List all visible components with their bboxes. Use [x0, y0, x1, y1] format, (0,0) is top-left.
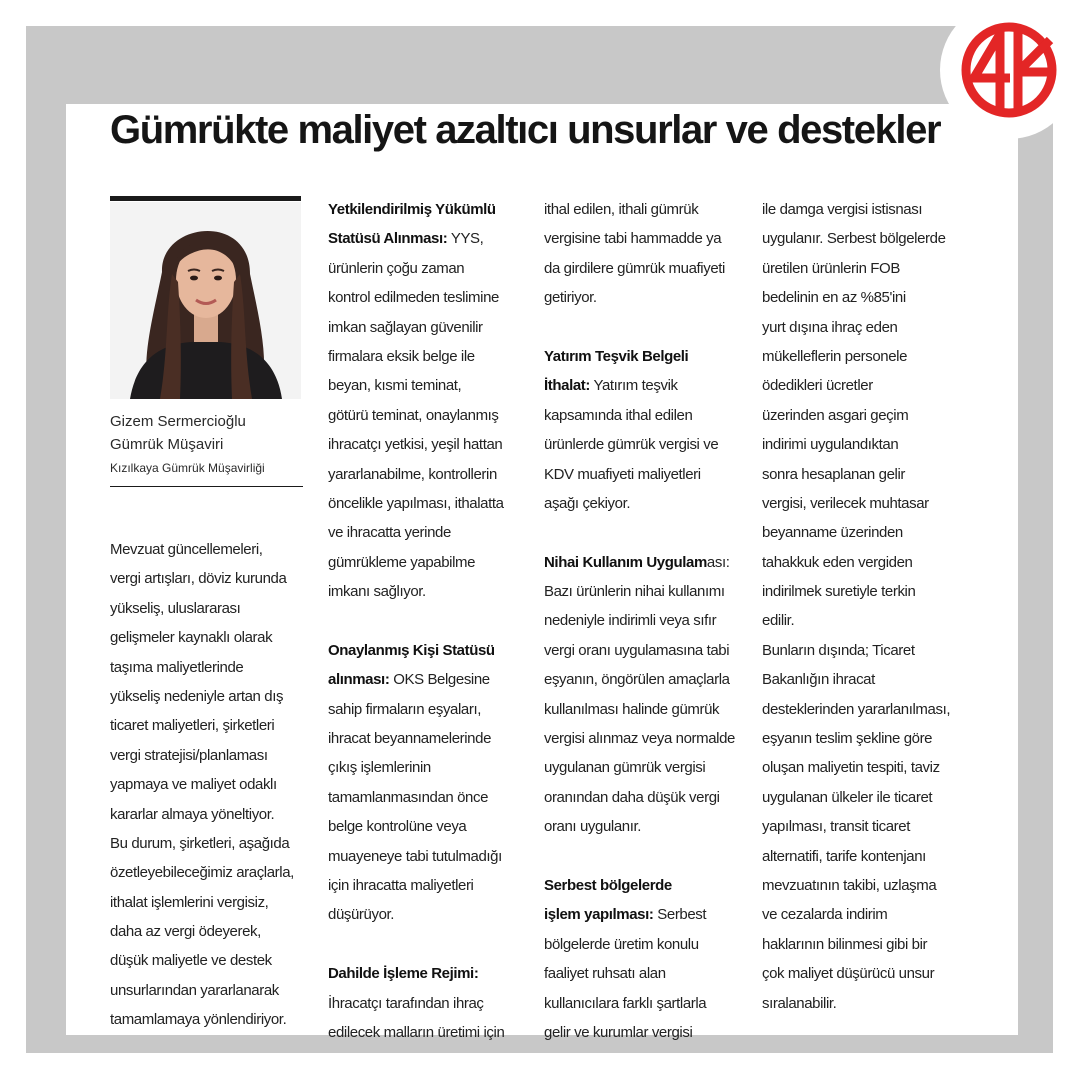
- section-heading-sb-cont: işlem yapılması:: [544, 906, 654, 924]
- text-line: sıralanabilir.: [762, 994, 837, 1012]
- text-line: Bu durum, şirketleri, aşağıda: [110, 834, 290, 852]
- article-column-3: [544, 195, 739, 1047]
- text-line: firmalara eksik belge ile: [328, 347, 475, 365]
- text-line: mevzuatının takibi, uzlaşma: [762, 876, 937, 894]
- text-line: gelişmeler kaynaklı olarak: [110, 629, 273, 647]
- text-line: nedeniyle indirimli veya sıfır: [544, 612, 717, 630]
- author-bottom-rule: [110, 486, 303, 487]
- text-line: imkan sağlayan güvenilir: [328, 318, 483, 336]
- text-line: vergi oranı uygulamasına tabi: [544, 641, 730, 659]
- text-line: eşyanın, öngörülen amaçlarla: [544, 671, 730, 689]
- text-line: faaliyet ruhsatı alan: [544, 965, 666, 983]
- text-line: Bunların dışında; Ticaret: [762, 641, 915, 659]
- text-line: yurt dışına ihraç eden: [762, 318, 898, 336]
- text-line: üzerinden asgari geçim: [762, 406, 909, 424]
- text-line: ürünlerde gümrük vergisi ve: [544, 436, 719, 454]
- text-line: Bakanlığın ihracat: [762, 671, 875, 689]
- text-line: edilecek malların üretimi için: [328, 1023, 505, 1041]
- text-line: kullanılması halinde gümrük: [544, 700, 720, 718]
- text-line: öncelikle yapılması, ithalatta: [328, 494, 504, 512]
- text-line: düşük maliyetle ve destek: [110, 952, 272, 970]
- text-line: belge kontrolüne veya: [328, 818, 467, 836]
- text-line: kararlar almaya yöneltiyor.: [110, 805, 275, 823]
- text-line: ve cezalarda indirim: [762, 906, 888, 924]
- article-headline: Gümrükte maliyet azaltıcı unsurlar ve destekler: [110, 108, 941, 152]
- text-line: vergisi alınmaz veya normalde: [544, 730, 735, 748]
- text-line: vergisi, verilecek muhtasar: [762, 494, 929, 512]
- author-photo: [110, 202, 301, 399]
- text-line: yükseliş nedeniyle artan dış: [110, 687, 284, 705]
- text-line: tahakkuk eden vergiden: [762, 553, 913, 571]
- text-line: kullanıcılara farklı şartlarla: [544, 994, 707, 1012]
- text-line: taşıma maliyetlerinde: [110, 658, 244, 676]
- text-line: uygulanan gümrük vergisi: [544, 759, 706, 777]
- text-line: İhracatçı tarafından ihraç: [328, 994, 484, 1012]
- text-line: kapsamında ithal edilen: [544, 406, 693, 424]
- text-line: yararlanabilme, kontrollerin: [328, 465, 497, 483]
- text-line: uygulanan ülkeler ile ticaret: [762, 788, 933, 806]
- text-line: yükseliş, uluslararası: [110, 599, 241, 617]
- text-line: ve ihracatta yerinde: [328, 524, 451, 542]
- text-line: Mevzuat güncellemeleri,: [110, 541, 263, 558]
- section-heading-dir: Dahilde İşleme Rejimi:: [328, 965, 479, 983]
- text-line: vergisine tabi hammadde ya: [544, 230, 722, 248]
- section-heading-tail: ası:: [706, 553, 730, 571]
- text-line: mükelleflerin personele: [762, 347, 908, 365]
- text-line: edilir.: [762, 612, 795, 630]
- article-column-2: [328, 195, 518, 1047]
- text-line: çok maliyet düşürücü unsur: [762, 965, 935, 983]
- text-line: imkanı sağlıyor.: [328, 583, 426, 601]
- text-line: tamamlamaya yönlendiriyor.: [110, 1011, 287, 1029]
- text-line: alternatifi, tarife kontenjanı: [762, 847, 926, 865]
- text-line: oranından daha düşük vergi: [544, 788, 720, 806]
- text-line: beyan, kısmi teminat,: [328, 377, 462, 395]
- section-heading-sb: Serbest bölgelerde: [544, 876, 672, 894]
- section-heading-yys-cont: Statüsü Alınması:: [328, 230, 448, 248]
- text-line: ürünlerin çoğu zaman: [328, 259, 465, 277]
- text-line: beyanname üzerinden: [762, 524, 903, 542]
- text-line: eşyanın teslim şekline göre: [762, 730, 933, 748]
- text-line: yapmaya ve maliyet odaklı: [110, 776, 277, 794]
- section-heading-ytb: Yatırım Teşvik Belgeli: [544, 347, 689, 365]
- text-line: sahip firmaların eşyaları,: [328, 700, 481, 718]
- text-line: özetleyebileceğimiz araçlarla,: [110, 864, 294, 882]
- text-line: desteklerinden yararlanılması,: [762, 700, 951, 718]
- text-line: gelir ve kurumlar vergisi: [544, 1023, 693, 1041]
- text-line: gümrükleme yapabilme: [328, 553, 476, 571]
- section-lead: Serbest: [653, 906, 707, 924]
- text-line: kontrol edilmeden teslimine: [328, 289, 499, 307]
- text-line: muayeneye tabi tutulmadığı: [328, 847, 502, 865]
- section-lead: YYS,: [447, 230, 484, 248]
- text-line: bölgelerde üretim konulu: [544, 935, 699, 953]
- text-line: vergi artışları, döviz kurunda: [110, 570, 287, 588]
- author-top-rule: [110, 196, 301, 201]
- author-organization: Kızılkaya Gümrük Müşavirliği: [110, 461, 265, 475]
- section-heading-ytb-cont: İthalat:: [544, 377, 590, 395]
- author-role: Gümrük Müşaviri: [110, 436, 224, 453]
- text-line: yapılması, transit ticaret: [762, 818, 910, 836]
- text-line: tamamlanmasından önce: [328, 788, 489, 806]
- text-line: ihracat beyannamelerinde: [328, 730, 492, 748]
- text-line: ihracatçı yetkisi, yeşil hattan: [328, 436, 503, 454]
- article-column-1: [110, 535, 305, 1035]
- text-line: da girdilere gümrük muafiyeti: [544, 259, 725, 277]
- text-line: vergi stratejisi/planlaması: [110, 746, 268, 764]
- text-line: düşürüyor.: [328, 906, 395, 924]
- text-line: ticaret maliyetleri, şirketleri: [110, 717, 275, 735]
- text-line: haklarının bilinmesi gibi bir: [762, 935, 928, 953]
- text-line: ödedikleri ücretler: [762, 377, 873, 395]
- article-column-4: [762, 195, 962, 1018]
- section-heading-nku: Nihai Kullanım Uygulam: [544, 553, 707, 571]
- text-line: getiriyor.: [544, 289, 597, 307]
- text-line: daha az vergi ödeyerek,: [110, 923, 261, 941]
- text-line: aşağı çekiyor.: [544, 494, 631, 512]
- text-line: uygulanır. Serbest bölgelerde: [762, 230, 946, 248]
- text-line: sonra hesaplanan gelir: [762, 465, 905, 483]
- text-line: çıkış işlemlerinin: [328, 759, 431, 777]
- text-line: ithal edilen, ithali gümrük: [544, 201, 699, 218]
- text-line: üretilen ürünlerin FOB: [762, 259, 900, 277]
- section-heading-yys: Yetkilendirilmiş Yükümlü: [328, 201, 496, 218]
- text-line: ithalat işlemlerini vergisiz,: [110, 893, 269, 911]
- text-line: ile damga vergisi istisnası: [762, 201, 923, 218]
- text-line: KDV muafiyeti maliyetleri: [544, 465, 701, 483]
- text-line: oluşan maliyetin tespiti, taviz: [762, 759, 940, 777]
- section-heading-oks: Onaylanmış Kişi Statüsü: [328, 641, 495, 659]
- section-lead: OKS Belgesine: [389, 671, 490, 689]
- portrait-illustration: [110, 202, 301, 399]
- text-line: Bazı ürünlerin nihai kullanımı: [544, 583, 725, 601]
- text-line: bedelinin en az %85'ini: [762, 289, 906, 307]
- text-line: indirilmek suretiyle terkin: [762, 583, 916, 601]
- text-line: unsurlarından yararlanarak: [110, 981, 279, 999]
- text-line: için ihracatta maliyetleri: [328, 876, 474, 894]
- section-lead: Yatırım teşvik: [589, 377, 678, 395]
- text-line: götürü teminat, onaylanmış: [328, 406, 499, 424]
- text-line: oranı uygulanır.: [544, 818, 642, 836]
- author-name: Gizem Sermercioğlu: [110, 413, 246, 430]
- section-heading-oks-cont: alınması:: [328, 671, 390, 689]
- text-line: indirimi uygulandıktan: [762, 436, 899, 454]
